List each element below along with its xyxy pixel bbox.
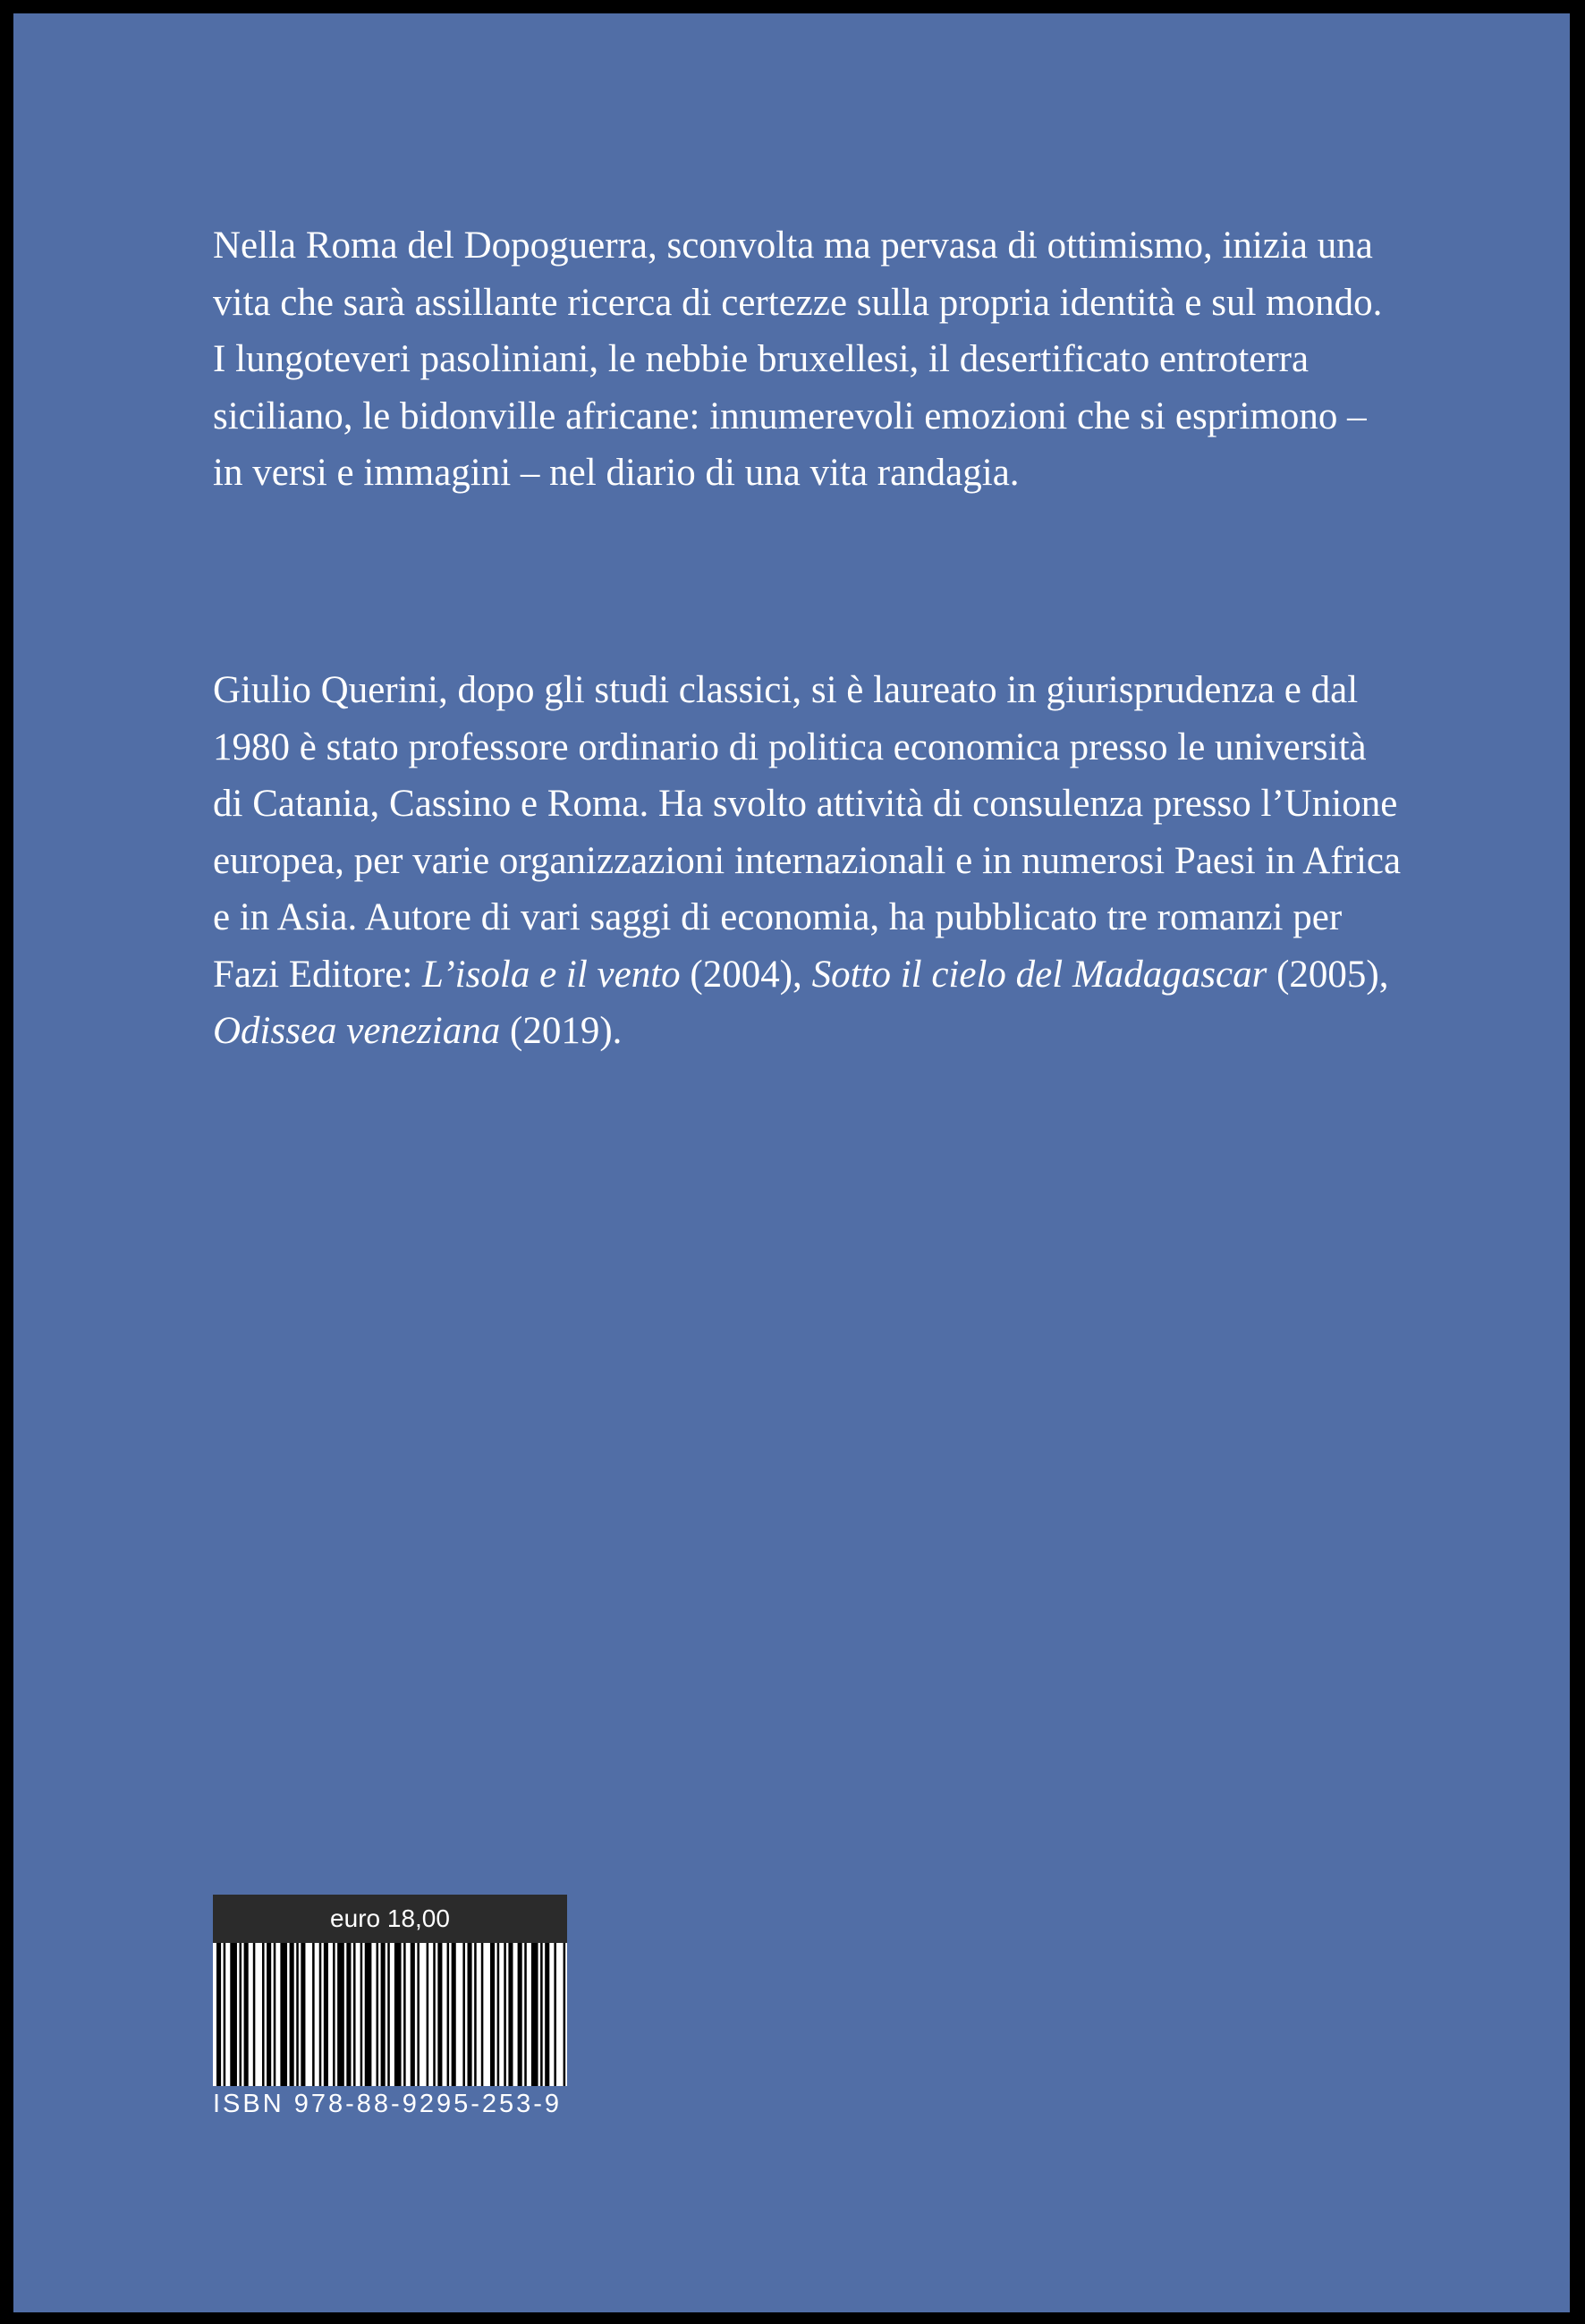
barcode-bar xyxy=(452,1943,456,2086)
book-title-odissea: Odissea veneziana xyxy=(213,1010,501,1052)
barcode-bar xyxy=(262,1943,265,2086)
barcode-bar xyxy=(394,1943,402,2086)
barcode-bar xyxy=(481,1943,484,2086)
barcode-bar xyxy=(403,1943,406,2086)
barcode-bar xyxy=(333,1943,335,2086)
barcode-bar xyxy=(462,1943,465,2086)
barcode-bar xyxy=(230,1943,237,2086)
barcode-bar xyxy=(387,1943,390,2086)
barcode-bar xyxy=(564,1943,566,2086)
book-title-isola: L’isola e il vento xyxy=(422,953,681,996)
book-blurb: Nella Roma del Dopoguerra, sconvolta ma pervasa di ottimismo, inizia una vita che sarà assillante ricerca di certezze sulla propria identità e sul mondo. I lungoteveri pasoliniani, le nebbie bruxellesi, il desertificato entroterra siciliano, le bidonville africane: innumerevoli emozioni che si esprimono – in versi e immagini – nel diario di una vita randagia. xyxy=(213,225,1383,494)
bio-intro: Giulio Querini, dopo gli studi classici, si è laureato in giurisprudenza e dal 1980 è stato professore ordinario di politica economica presso le università di Catania, Cassino e Roma. Ha svolto attività di consulenza presso l’Unione europea, per varie organizzazioni internazionali e in numerosi Paesi in Africa e in Asia. Autore di vari saggi di economia, ha pubblicato tre romanzi per Fazi Editore: xyxy=(213,669,1402,996)
book-year-madagascar: (2005), xyxy=(1267,953,1389,996)
barcode-bar xyxy=(437,1943,442,2086)
barcode-bar xyxy=(216,1943,221,2086)
barcode-bar xyxy=(411,1943,415,2086)
barcode-bar xyxy=(377,1943,379,2086)
barcode-bar xyxy=(324,1943,328,2086)
barcode-bar xyxy=(280,1943,287,2086)
book-year-isola: (2004), xyxy=(680,953,812,996)
book-year-odissea: (2019). xyxy=(500,1010,623,1052)
book-title-madagascar: Sotto il cielo del Madagascar xyxy=(811,953,1267,996)
barcode-bar xyxy=(531,1943,538,2086)
barcode-bar xyxy=(296,1943,299,2086)
barcode-bar xyxy=(518,1943,522,2086)
barcode-bar xyxy=(360,1943,363,2086)
barcode-bar xyxy=(319,1943,322,2086)
barcode-block xyxy=(213,1895,567,2119)
barcode-bar xyxy=(224,1943,226,2086)
barcode-bar xyxy=(244,1943,249,2086)
barcode-bar xyxy=(301,1943,305,2086)
barcode-bar xyxy=(353,1943,356,2086)
barcode-icon xyxy=(213,1943,567,2086)
barcode-bar xyxy=(524,1943,527,2086)
barcode-bar xyxy=(337,1943,344,2086)
barcode-bar xyxy=(474,1943,477,2086)
isbn-label: ISBN 978-88-9295-253-9 xyxy=(213,2090,563,2118)
barcode-bar xyxy=(365,1943,372,2086)
barcode-bar xyxy=(468,1943,472,2086)
barcode-bar xyxy=(312,1943,315,2086)
barcode-bar xyxy=(346,1943,351,2086)
back-cover xyxy=(13,13,1570,2312)
barcode-bar xyxy=(427,1943,429,2086)
barcode-bar xyxy=(545,1943,549,2086)
barcode-bar xyxy=(240,1943,242,2086)
barcode-bar xyxy=(540,1943,543,2086)
barcode-bar xyxy=(253,1943,256,2086)
barcode-bar xyxy=(381,1943,386,2086)
author-bio xyxy=(213,662,1403,1060)
barcode-bar xyxy=(554,1943,556,2086)
barcode-bar xyxy=(447,1943,450,2086)
barcode-bar xyxy=(267,1943,271,2086)
barcode-bar xyxy=(490,1943,495,2086)
price-label: euro 18,00 xyxy=(213,1895,567,1943)
barcode-bar xyxy=(417,1943,420,2086)
barcode-bar xyxy=(290,1943,294,2086)
barcode-bar xyxy=(433,1943,436,2086)
barcode-bar xyxy=(497,1943,500,2086)
barcode-bar xyxy=(274,1943,276,2086)
barcode-bar xyxy=(508,1943,513,2086)
barcode-bar xyxy=(504,1943,506,2086)
